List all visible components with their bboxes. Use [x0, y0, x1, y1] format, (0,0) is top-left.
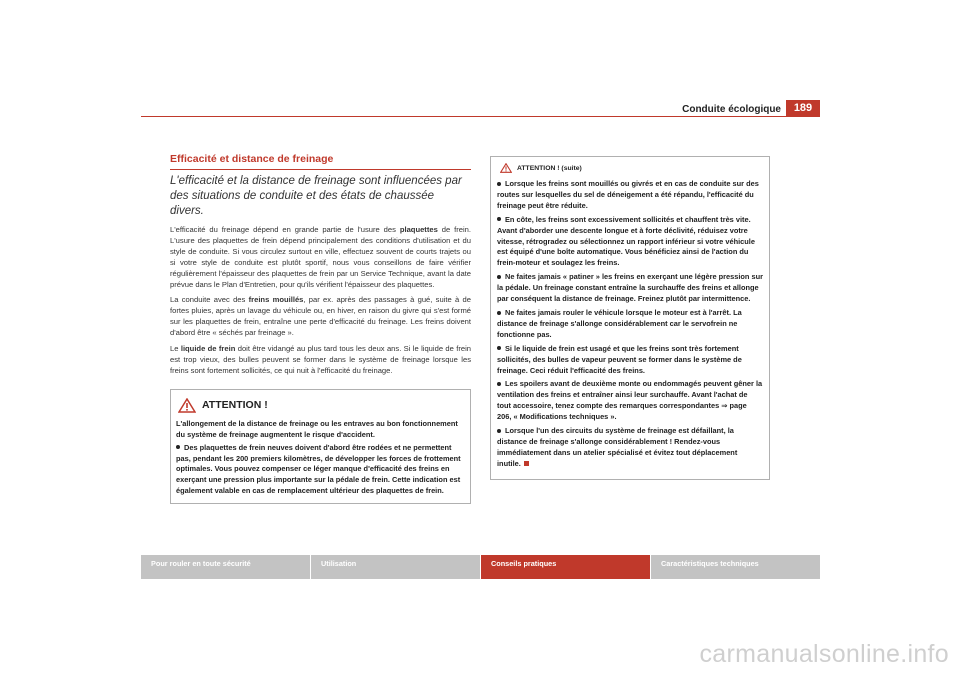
warning-continued-label: ATTENTION ! (suite)	[517, 164, 582, 172]
footer-tabs	[141, 555, 820, 579]
right-bullet-text: Si le liquide de frein est usagé et que les freins sont très fortement sollicités, des bulles de vapeur peuvent se former dans le système de freinage. Ceci réduit l'efficacité des freins.	[497, 343, 742, 375]
warning-bullet-text: Des plaquettes de frein neuves doivent d'abord être rodées et ne permettent pas, pendant les 200 premiers kilomètres, de développer les forces de frottement optimales. Vous pouvez compenser ce léger manque d'efficacité des freins en exerçant une pression plus importante sur la pédale de frein. Cette indication est également valable en cas de remplacement ultérieur des plaquettes de frein.	[176, 442, 461, 496]
warning-text: L'allongement de la distance de freinage ou les entraves au bon fonctionnement du système de freinage augmentent le risque d'accident.	[176, 418, 458, 439]
bullet-icon	[497, 217, 501, 221]
right-bullet-text: Ne faites jamais rouler le véhicule lorsque le moteur est à l'arrêt. La distance de freinage s'allonge considérablement car le servofrein ne fonctionne pas.	[497, 307, 742, 339]
right-bullet	[497, 215, 763, 270]
right-bullet	[497, 344, 763, 377]
header-rule	[141, 116, 820, 117]
right-bullet	[497, 379, 763, 423]
p1-bold: plaquettes	[399, 225, 438, 234]
tab-utilisation[interactable]: Utilisation	[311, 555, 480, 579]
p1-text-b: de frein. L'usure des plaquettes de frein dépend principalement des conditions d'utilisation et du style de conduite. Si vous circulez surtout en ville, effectuez souvent de courts trajets ou si votre style de conduite est plutôt sportif, nous vous conseillons de faire vérifier régulièrement l'épaisseur des plaquettes de frein par un Service Technique, avant la date prévue dans le Plan d'Entretien, pour qu'ils vérifient l'épaisseur des plaquettes.	[170, 225, 471, 289]
section-subtitle: L'efficacité et la distance de freinage sont influencées par des situations de conduite et des états de chaussée divers.	[170, 175, 462, 217]
running-title: Conduite écologique	[682, 104, 781, 115]
section-end-icon	[524, 461, 529, 466]
bullet-icon	[497, 182, 501, 186]
right-bullet	[497, 308, 763, 341]
warning-label: ATTENTION !	[202, 399, 268, 412]
page-number: 189	[786, 100, 820, 117]
warning-bullet	[176, 443, 465, 498]
right-column	[490, 156, 770, 480]
bullet-icon	[497, 346, 501, 350]
bullet-icon	[497, 275, 501, 279]
bullet-icon	[176, 445, 180, 449]
p2-bold: freins mouillés	[248, 295, 304, 305]
paragraph-plaquettes	[170, 225, 471, 290]
right-bullet-text: Les spoilers avant de deuxième monte ou endommagés peuvent gêner la ventilation des freins et entraîner ainsi leur surchauffe. Avant l'achat de tout accessoire, tenez compte des remarques correspondantes ⇒ page 206, « Modifications techniques ».	[497, 379, 763, 422]
warning-continued-header	[500, 163, 763, 173]
p3-bold: liquide de frein	[180, 344, 236, 354]
right-bullet	[497, 179, 763, 212]
right-bullet	[497, 426, 763, 470]
right-bullet-text: Lorsque les freins sont mouillés ou givrés et en cas de conduite sur des routes sur lesquelles du sel de déneigement a été répandu, l'efficacité du freinage peut être réduite.	[497, 179, 759, 210]
warning-triangle-icon	[500, 163, 512, 173]
watermark: carmanualsonline.info	[699, 640, 949, 668]
bullet-icon	[497, 382, 501, 386]
p2-text-a: La conduite avec des	[170, 295, 249, 305]
tab-caracteristiques[interactable]: Caractéristiques techniques	[651, 555, 820, 579]
p3-text-a: Le	[170, 344, 181, 354]
paragraph-freins-mouilles	[170, 295, 471, 339]
paragraph-liquide-frein	[170, 344, 471, 377]
p3-text-b: doit être vidangé au plus tard tous les deux ans. Si le liquide de frein est trop vieux, des bulles peuvent se former dans le système de freinage lorsque les freins sont fortement sollicités, ce qui nuit à l'efficacité du freinage.	[170, 344, 471, 375]
bullet-icon	[497, 311, 501, 315]
warning-triangle-icon	[178, 398, 196, 413]
tab-pour-rouler[interactable]: Pour rouler en toute sécurité	[141, 555, 310, 579]
warning-box	[170, 389, 471, 504]
tab-conseils-pratiques[interactable]: Conseils pratiques	[481, 555, 650, 579]
right-bullet-text: Ne faites jamais « patiner » les freins en exerçant une légère pression sur la pédale. Un freinage constant entraîne la surchauffe des freins et allonge par conséquent la distance de freinage. Freinez plutôt par intermittence.	[497, 272, 763, 304]
right-bullet-text: Lorsque l'un des circuits du système de freinage est défaillant, la distance de freinage s'allonge considérablement ! Rendez-vous immédiatement dans un atelier spécialisé et évitez tout déplacement inutile.	[497, 426, 738, 468]
warning-header	[178, 398, 465, 413]
right-bullet-text: En côte, les freins sont excessivement sollicités et chauffent très vite. Avant d'aborder une descente longue et à forte déclivité, réduisez votre vitesse, rétrogradez ou sélectionnez un rapport inférieur si votre véhicule est équipé d'une boîte automatique. Vous bénéficiez ainsi de l'action du frein-moteur et soulagez les freins.	[497, 214, 755, 268]
bullet-icon	[497, 429, 501, 433]
section-title: Efficacité et distance de freinage	[170, 153, 471, 170]
right-bullet	[497, 272, 763, 305]
p1-text-a: L'efficacité du freinage dépend en grande partie de l'usure des	[170, 225, 400, 234]
p2-text-b: , par ex. après des passages à gué, suite à de fortes pluies, après un lavage du véhicule ou, en hiver, en raison du givre qui s'est formé sur les plaquettes de frein, entraîne une perte d'efficacité du freinage. Les freins doivent d'abord être « séchés par freinage ».	[170, 295, 471, 338]
warning-continued-box	[490, 156, 770, 480]
left-column	[170, 153, 471, 504]
